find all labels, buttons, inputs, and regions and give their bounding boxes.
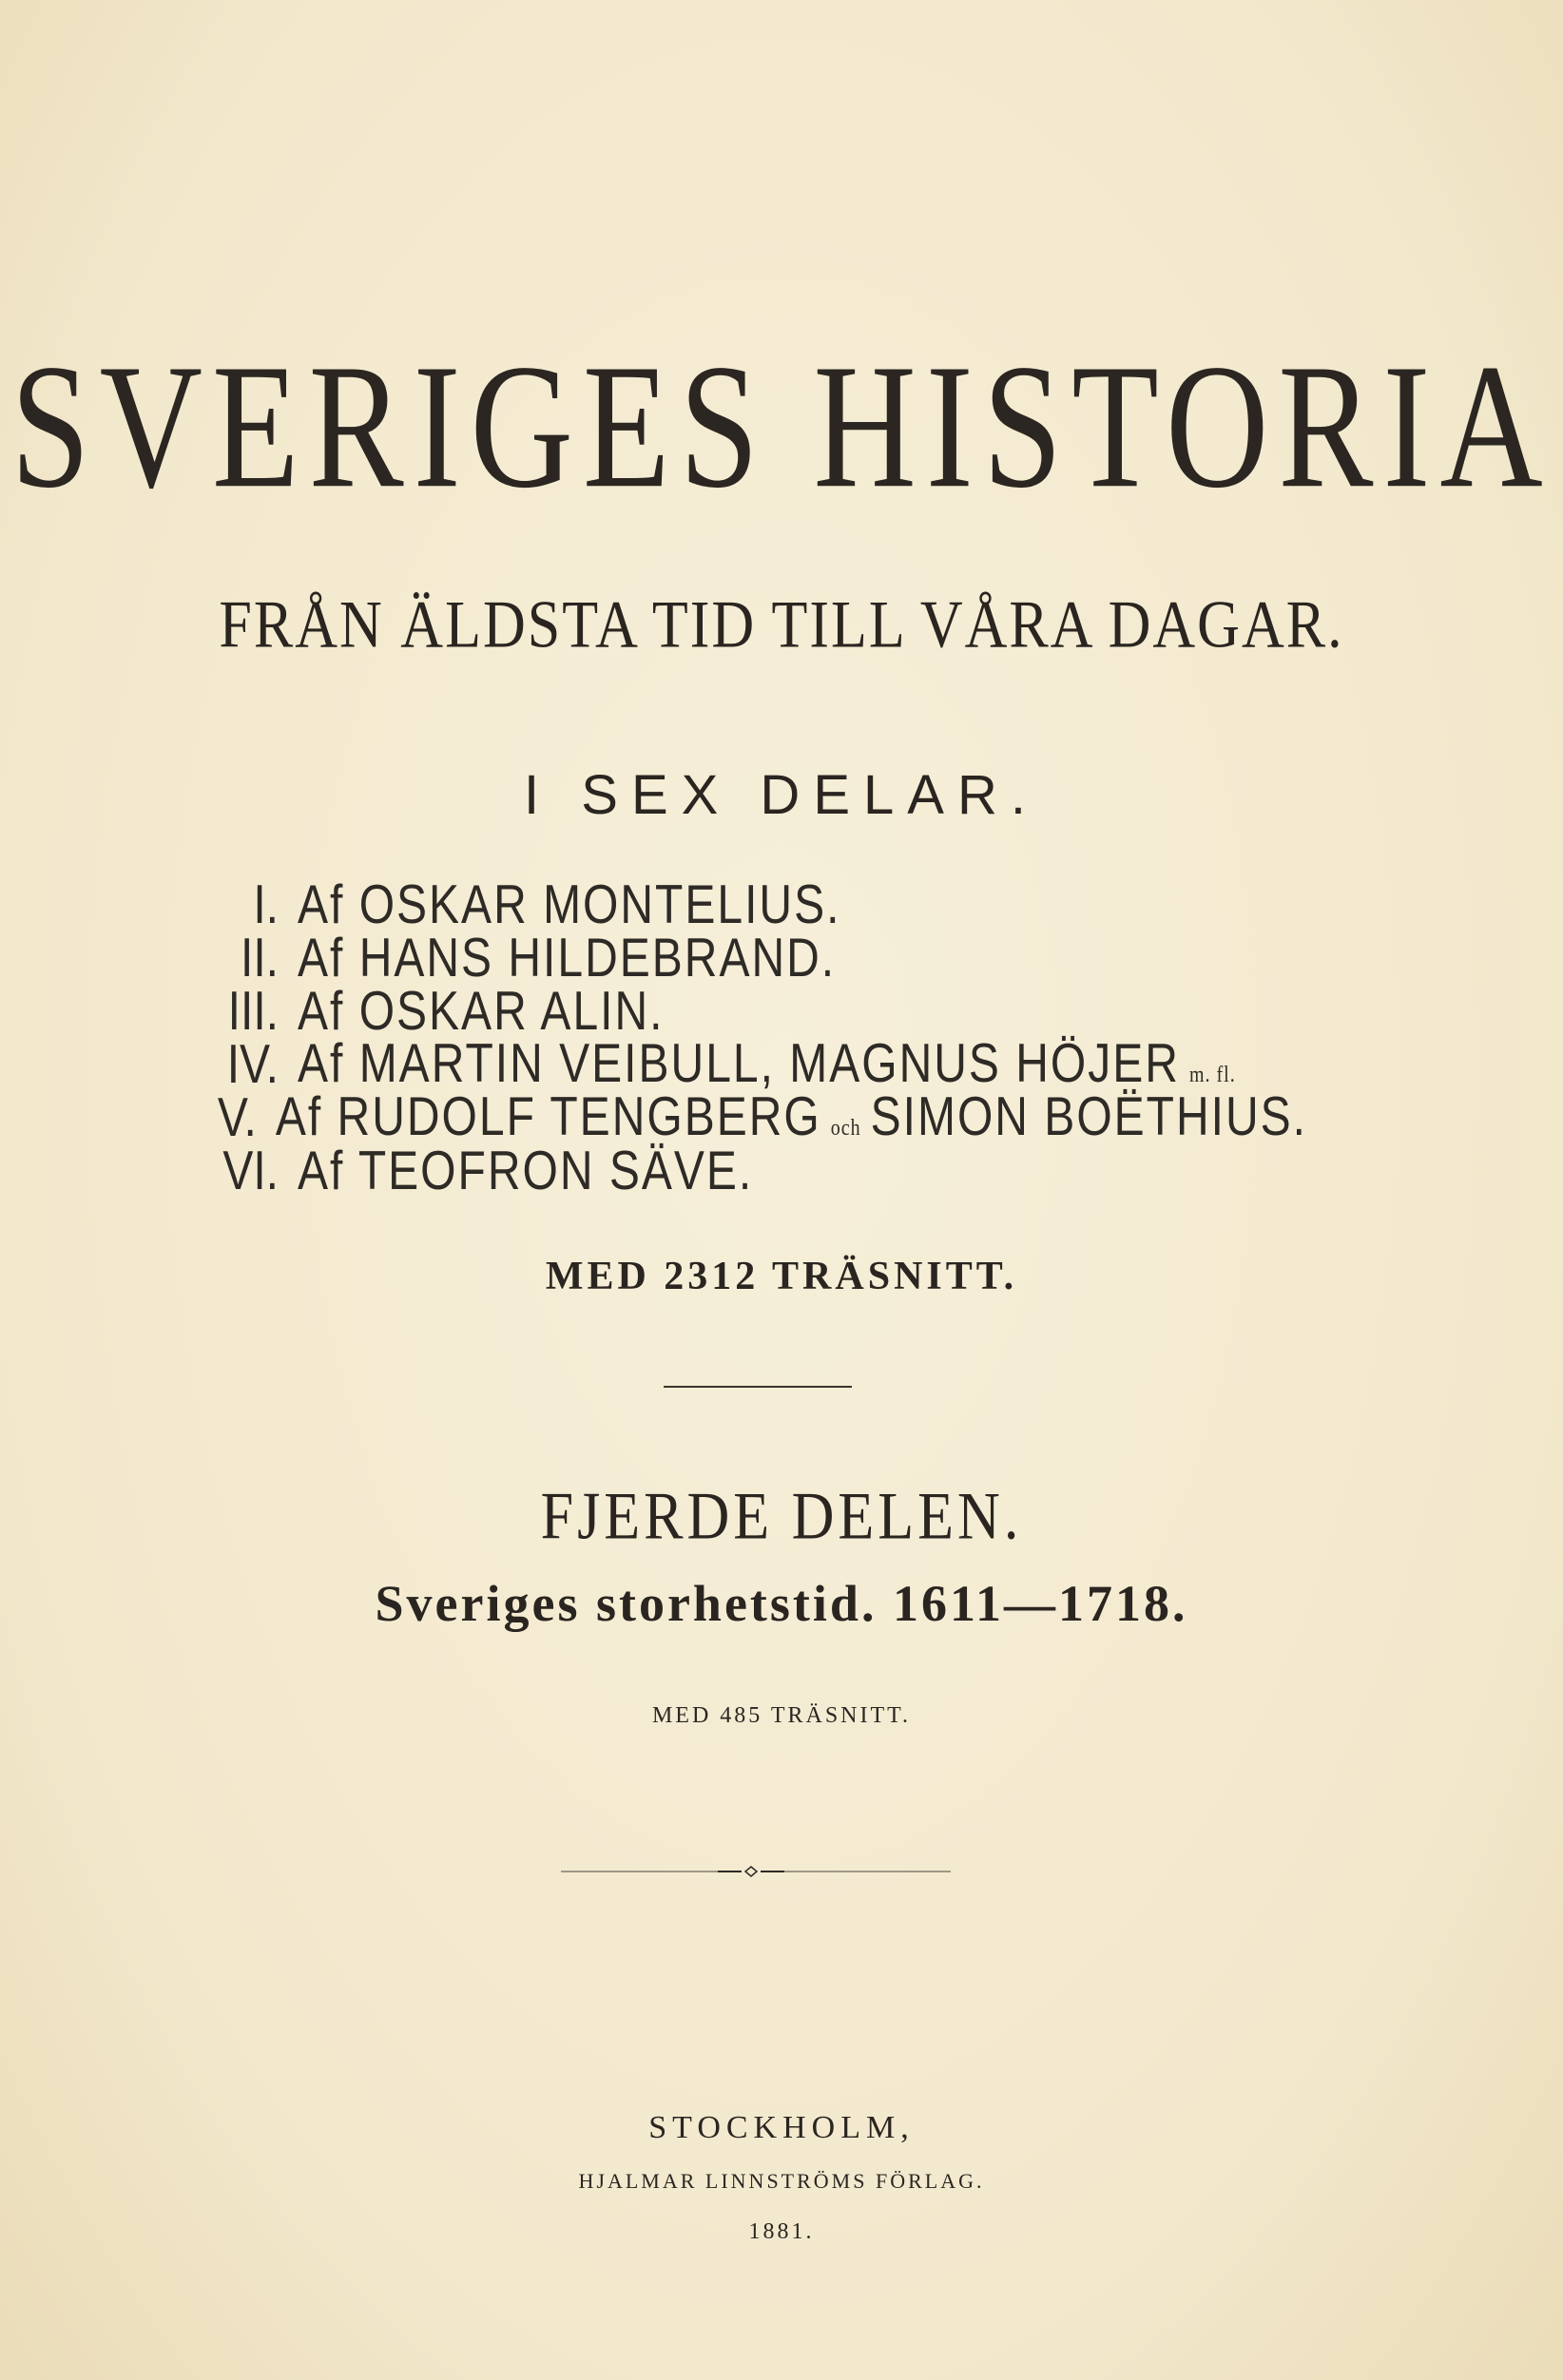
parts-heading: I SEX DELAR. <box>524 764 1039 826</box>
author-row <box>214 981 1307 1043</box>
ornament-divider-icon <box>561 1865 951 1878</box>
publication-year: 1881. <box>748 2219 815 2244</box>
author-names: Af OSKAR MONTELIUS. <box>298 874 841 936</box>
part-numeral: IV. <box>226 1034 279 1096</box>
era-subtitle: Sveriges storhetstid. 1611—1718. <box>375 1575 1188 1632</box>
part-numeral: VI. <box>222 1141 279 1202</box>
author-names: Af OSKAR ALIN. <box>298 981 665 1043</box>
publisher-city: STOCKHOLM, <box>648 2110 915 2145</box>
part-woodcuts: MED 485 TRÄSNITT. <box>651 1703 912 1728</box>
author-row <box>214 1086 1307 1149</box>
part-title: FJERDE DELEN. <box>540 1479 1023 1554</box>
author-row <box>214 874 1307 936</box>
divider-rule <box>664 1386 852 1388</box>
author-names: Af TEOFRON SÄVE. <box>298 1141 754 1202</box>
author-names-main: Af MARTIN VEIBULL, MAGNUS HÖJER <box>298 1033 1180 1095</box>
part-numeral: I. <box>253 874 279 936</box>
author-row <box>214 928 1307 989</box>
book-subtitle: FRÅN ÄLDSTA TID TILL VÅRA DAGAR. <box>219 587 1344 662</box>
author-names-second: SIMON BOËTHIUS. <box>870 1086 1307 1148</box>
part-numeral: V. <box>217 1087 257 1149</box>
author-list <box>214 874 1307 1202</box>
author-names-main: Af RUDOLF TENGBERG <box>275 1086 821 1148</box>
total-woodcuts: MED 2312 TRÄSNITT. <box>545 1255 1018 1298</box>
et-al-suffix: m. fl. <box>1188 1062 1236 1088</box>
author-names: Af HANS HILDEBRAND. <box>298 928 837 989</box>
author-row <box>214 1033 1307 1096</box>
publisher-name: HJALMAR LINNSTRÖMS FÖRLAG. <box>578 2169 985 2193</box>
part-numeral: II. <box>240 928 279 989</box>
book-title: SVERIGES HISTORIA <box>10 328 1553 526</box>
conjunction: och <box>830 1115 861 1142</box>
part-numeral: III. <box>227 981 279 1043</box>
